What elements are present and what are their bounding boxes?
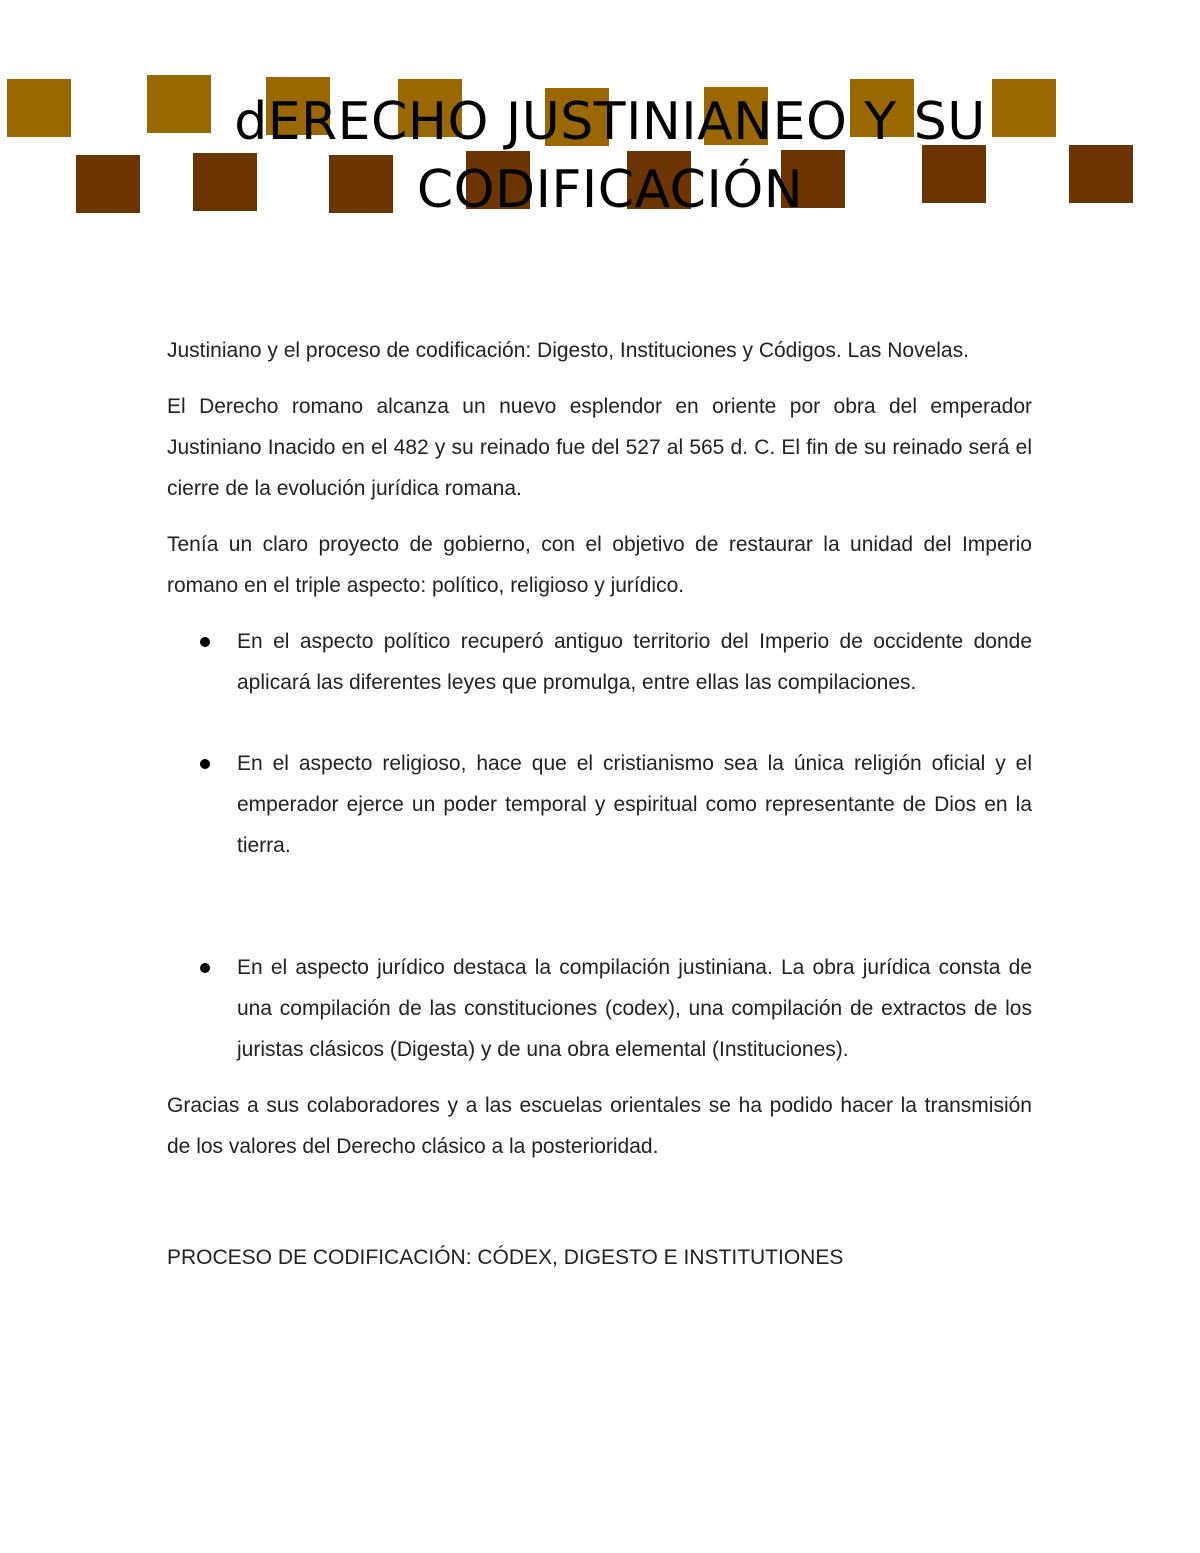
bullet-icon bbox=[200, 963, 210, 973]
document-title: dERECHO JUSTINIANEO Y SU CODIFICACIÓN bbox=[234, 92, 986, 220]
decorative-header-band bbox=[0, 0, 1200, 240]
section-heading: PROCESO DE CODIFICACIÓN: CÓDEX, DIGESTO E INSTITUTIONES bbox=[167, 1246, 844, 1269]
document-body bbox=[167, 330, 1032, 1293]
paragraph-intro: Justiniano y el proceso de codificación: Digesto, Instituciones y Códigos. Las Novelas. bbox=[167, 339, 969, 362]
paragraph-proyecto: Tenía un claro proyecto de gobierno, con el objetivo de restaurar la unidad del Imperio romano en el triple aspecto: político, religioso y jurídico. bbox=[167, 533, 1032, 597]
paragraph-gracias: Gracias a sus colaboradores y a las escuelas orientales se ha podido hacer la transmisión de los valores del Derecho clásico a la posterioridad. bbox=[167, 1094, 1032, 1158]
list-item-text: En el aspecto político recuperó antiguo territorio del Imperio de occidente donde aplicará las diferentes leyes que promulga, entre ellas las compilaciones. bbox=[237, 630, 1032, 694]
bullet-icon bbox=[200, 759, 210, 769]
list-item-text: En el aspecto jurídico destaca la compilación justiniana. La obra jurídica consta de una compilación de las constituciones (codex), una compilación de extractos de los juristas clásicos (Digesta) y de una obra elemental (Instituciones). bbox=[237, 956, 1032, 1061]
bullet-list bbox=[167, 621, 1032, 1070]
bullet-icon bbox=[200, 637, 210, 647]
list-item bbox=[167, 621, 1032, 703]
list-item-text: En el aspecto religioso, hace que el cristianismo sea la única religión oficial y el emperador ejerce un poder temporal y espiritual como representante de Dios en la tierra. bbox=[237, 752, 1032, 857]
paragraph-derecho: El Derecho romano alcanza un nuevo esplendor en oriente por obra del emperador Justiniano Inacido en el 482 y su reinado fue del 527 al 565 d. C. El fin de su reinado será el cierre de la evolución jurídica romana. bbox=[167, 395, 1032, 500]
list-item bbox=[167, 743, 1032, 866]
decor-square bbox=[7, 79, 71, 137]
list-item bbox=[167, 947, 1032, 1070]
